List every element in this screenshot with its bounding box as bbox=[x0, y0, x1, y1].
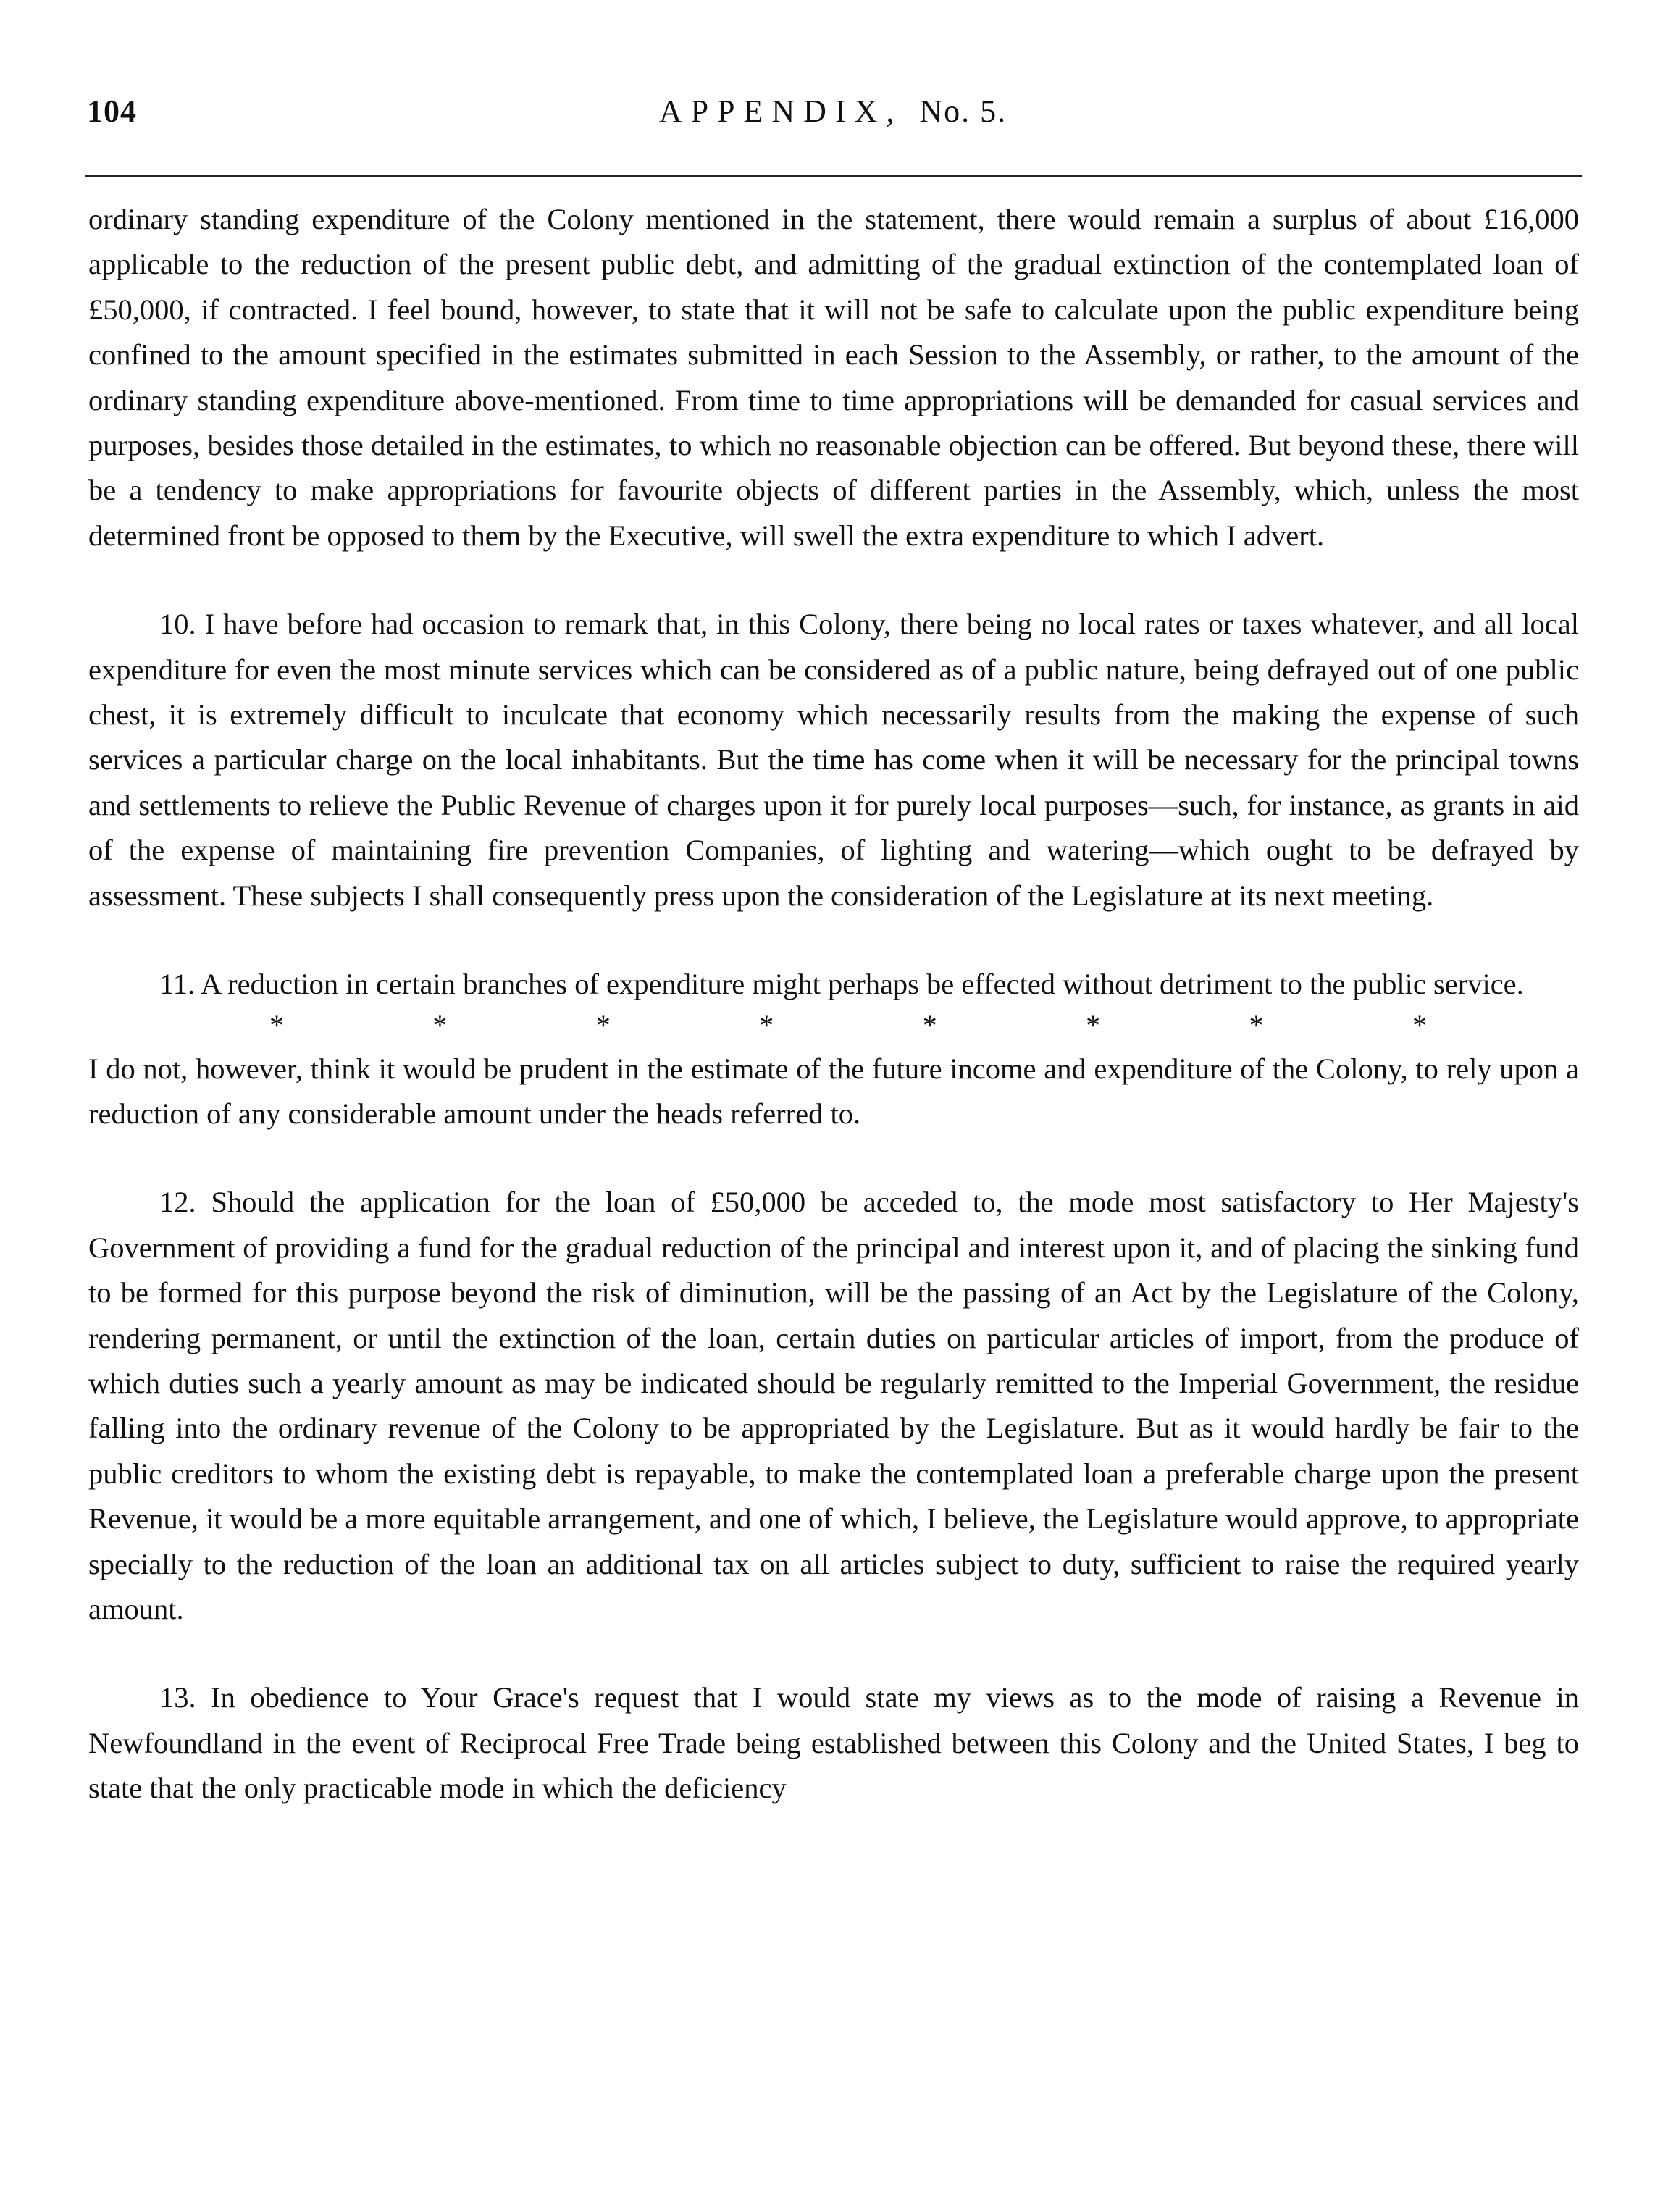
paragraph-text: Should the application for the loan of £50,000 be acceded to, the mode most satisfactory to Her Majesty's Government of providing a fund for the gradual reduction of the principal and interest upon it, and of placing the sinking fund to be formed for this purpose beyond the risk of diminution, will be the passing of an Act by the Legislature of the Colony, rendering permanent, or until the extinction of the loan, certain duties on particular articles of import, from the produce of which duties such a yearly amount as may be indicated should be regularly remitted to the Imperial Government, the residue falling into the ordinary revenue of the Colony to be appropriated by the Legislature. But as it would hardly be fair to the public creditors to whom the existing debt is repayable, to make the contemplated loan a preferable charge upon the present Revenue, it would be a more equitable arrangement, and one of which, I believe, the Legislature would approve, to appropriate specially to the reduction of the loan an additional tax on all articles subject to duty, sufficient to raise the required yearly amount. bbox=[88, 1186, 1580, 1625]
paragraph-number: 10. bbox=[159, 608, 196, 641]
body-text bbox=[88, 197, 1579, 1855]
asterisk: * bbox=[595, 1008, 611, 1042]
paragraph-text: In obedience to Your Grace's request that I would state my views as to the mode of raising a Revenue in Newfoundland in the event of Reciprocal Free Trade being established between this Colony and the United States, I beg to state that the only practicable mode in which the deficiency bbox=[88, 1681, 1580, 1805]
page-number: 104 bbox=[87, 93, 137, 129]
paragraph-number: 12. bbox=[159, 1186, 196, 1219]
running-head-number: No. 5. bbox=[919, 93, 1007, 129]
paragraph-11 bbox=[88, 962, 1579, 1007]
asterisk: * bbox=[1412, 1008, 1427, 1042]
paragraph-continued bbox=[88, 197, 1579, 558]
paragraph-number: 13. bbox=[159, 1681, 196, 1714]
asterisk: * bbox=[1086, 1008, 1101, 1042]
page-header bbox=[87, 93, 1579, 136]
paragraph-text: A reduction in certain branches of expenditure might perhaps be effected without detriment to the public service. bbox=[201, 968, 1524, 1001]
paragraph-number: 11. bbox=[159, 968, 196, 1001]
running-head-title: APPENDIX, bbox=[658, 93, 903, 129]
header-rule bbox=[85, 175, 1582, 177]
paragraph-text: ordinary standing expenditure of the Colony mentioned in the statement, there would remain a surplus of about £16,000 applicable to the reduction of the present public debt, and admitting of the gradual extinction of the contemplated loan of £50,000, if contracted. I feel bound, however, to state that it will not be safe to calculate upon the public expenditure being confined to the amount specified in the estimates submitted in each Session to the Assembly, or rather, to the amount of the ordinary standing expenditure above-mentioned. From time to time appropriations will be demanded for casual services and purposes, besides those detailed in the estimates, to which no reasonable objection can be offered. But beyond these, there will be a tendency to make appropriations for favourite objects of different parties in the Assembly, which, unless the most determined front be opposed to them by the Executive, will swell the extra expenditure to which I advert. bbox=[88, 203, 1579, 552]
paragraph-text: I do not, however, think it would be prudent in the estimate of the future income and expenditure of the Colony, to rely upon a reduction of any considerable amount under the heads referred to. bbox=[88, 1052, 1579, 1130]
asterisk: * bbox=[922, 1008, 937, 1042]
running-head bbox=[87, 93, 1579, 130]
asterisk: * bbox=[1249, 1008, 1264, 1042]
asterisk: * bbox=[432, 1008, 448, 1042]
paragraph-10 bbox=[88, 602, 1579, 918]
paragraph-12 bbox=[88, 1180, 1579, 1632]
asterisk: * bbox=[269, 1008, 284, 1042]
omission-stars bbox=[88, 1007, 1579, 1044]
paragraph-text: I have before had occasion to remark that, in this Colony, there being no local rates or taxes whatever, and all local expenditure for even the most minute services which can be considered as of a public nature, being defrayed out of one public chest, it is extremely difficult to inculcate that economy which necessarily results from the making the expense of such services a particular charge on the local inhabitants. But the time has come when it will be necessary for the principal towns and settlements to relieve the Public Revenue of charges upon it for purely local purposes—such, for instance, as grants in aid of the expense of maintaining fire prevention Companies, of lighting and watering—which ought to be defrayed by assessment. These subjects I shall consequently press upon the consideration of the Legislature at its next meeting. bbox=[88, 608, 1580, 912]
paragraph-13 bbox=[88, 1675, 1579, 1811]
paragraph-11-continued bbox=[88, 1047, 1579, 1137]
asterisk: * bbox=[759, 1008, 774, 1042]
